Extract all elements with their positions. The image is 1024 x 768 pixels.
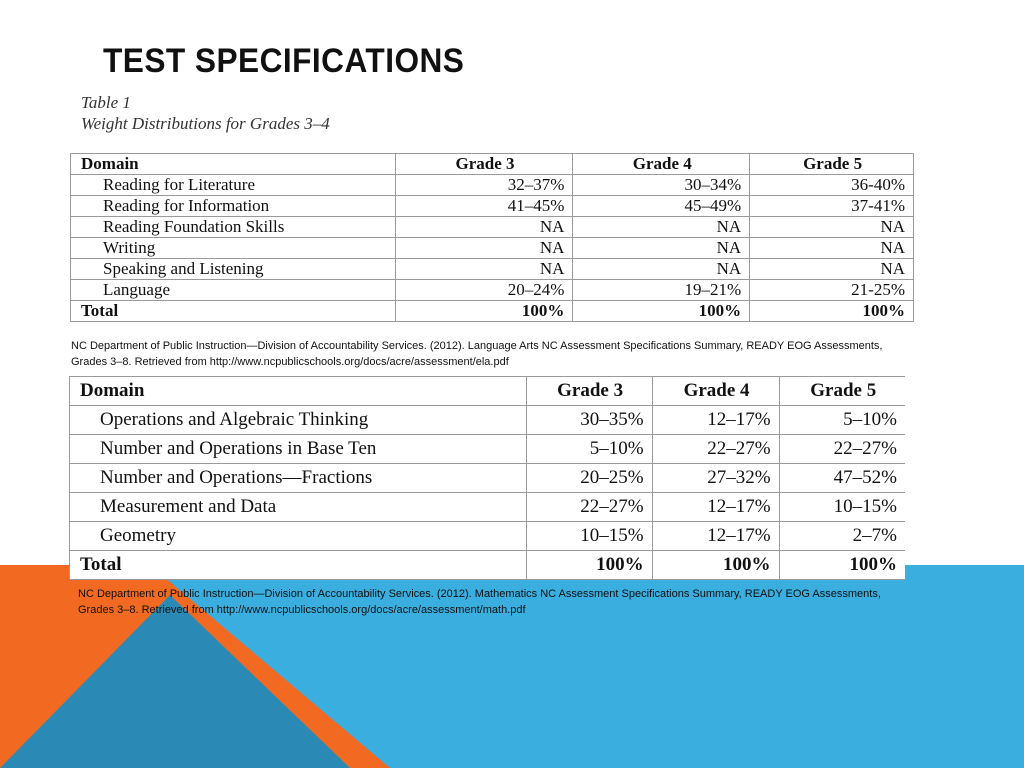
table-row xyxy=(71,217,914,238)
header-grade-3: Grade 3 xyxy=(526,377,652,406)
domain-cell: Number and Operations in Base Ten xyxy=(70,435,527,464)
total-grade-4: 100% xyxy=(573,301,750,322)
total-grade-4: 100% xyxy=(652,551,779,580)
ela-weight-table xyxy=(70,153,914,322)
grade-4-cell: 30–34% xyxy=(573,175,750,196)
table-row xyxy=(70,493,906,522)
grade-5-cell: NA xyxy=(750,259,914,280)
grade-3-cell: 41–45% xyxy=(395,196,573,217)
total-grade-3: 100% xyxy=(395,301,573,322)
table-row xyxy=(70,464,906,493)
grade-5-cell: 22–27% xyxy=(779,435,905,464)
grade-3-cell: 32–37% xyxy=(395,175,573,196)
total-label: Total xyxy=(70,551,527,580)
math-citation: NC Department of Public Instruction—Division of Accountability Services. (2012). Mathematics NC Assessment Specifications Summary, READY EOG Assessments, Grades 3–8. Retrieved from http://www.ncpublicschools.org/docs/acre/assessment/math.pdf xyxy=(78,588,881,616)
grade-5-cell: 5–10% xyxy=(779,406,905,435)
grade-3-cell: 20–24% xyxy=(395,280,573,301)
table-row xyxy=(71,238,914,259)
ela-citation: NC Department of Public Instruction—Division of Accountability Services. (2012). Language Arts NC Assessment Specifications Summary, READY EOG Assessments, Grades 3–8. Retrieved from http://www.ncpublicschools.org/docs/acre/assessment/ela.pdf xyxy=(71,340,883,368)
grade-3-cell: 5–10% xyxy=(526,435,652,464)
total-row xyxy=(71,301,914,322)
grade-5-cell: NA xyxy=(750,238,914,259)
grade-5-cell: 37-41% xyxy=(750,196,914,217)
header-grade-4: Grade 4 xyxy=(573,154,750,175)
domain-cell: Operations and Algebraic Thinking xyxy=(70,406,527,435)
table-row xyxy=(71,259,914,280)
grade-5-cell: 2–7% xyxy=(779,522,905,551)
header-grade-3: Grade 3 xyxy=(395,154,573,175)
page-title: TEST SPECIFICATIONS xyxy=(103,42,465,80)
grade-3-cell: 10–15% xyxy=(526,522,652,551)
domain-cell: Reading for Information xyxy=(71,196,396,217)
grade-3-cell: NA xyxy=(395,238,573,259)
domain-cell: Measurement and Data xyxy=(70,493,527,522)
caption-line-1: Table 1 xyxy=(81,93,131,112)
domain-cell: Speaking and Listening xyxy=(71,259,396,280)
domain-cell: Number and Operations—Fractions xyxy=(70,464,527,493)
header-domain: Domain xyxy=(71,154,396,175)
grade-3-cell: NA xyxy=(395,259,573,280)
total-grade-5: 100% xyxy=(779,551,905,580)
domain-cell: Language xyxy=(71,280,396,301)
table-row xyxy=(71,196,914,217)
domain-cell: Writing xyxy=(71,238,396,259)
math-weight-table xyxy=(69,376,905,580)
grade-3-cell: 20–25% xyxy=(526,464,652,493)
domain-cell: Geometry xyxy=(70,522,527,551)
caption-line-2: Weight Distributions for Grades 3–4 xyxy=(81,114,330,133)
total-grade-3: 100% xyxy=(526,551,652,580)
table-row xyxy=(71,175,914,196)
header-grade-5: Grade 5 xyxy=(779,377,905,406)
header-domain: Domain xyxy=(70,377,527,406)
grade-4-cell: 12–17% xyxy=(652,493,779,522)
total-grade-5: 100% xyxy=(750,301,914,322)
grade-4-cell: NA xyxy=(573,217,750,238)
total-label: Total xyxy=(71,301,396,322)
grade-4-cell: 22–27% xyxy=(652,435,779,464)
table-header-row xyxy=(71,154,914,175)
table-row xyxy=(70,522,906,551)
grade-5-cell: 36-40% xyxy=(750,175,914,196)
grade-5-cell: 21-25% xyxy=(750,280,914,301)
table-row xyxy=(70,406,906,435)
grade-5-cell: NA xyxy=(750,217,914,238)
table-row xyxy=(71,280,914,301)
grade-5-cell: 47–52% xyxy=(779,464,905,493)
grade-5-cell: 10–15% xyxy=(779,493,905,522)
domain-cell: Reading for Literature xyxy=(71,175,396,196)
table-header-row xyxy=(70,377,906,406)
grade-3-cell: NA xyxy=(395,217,573,238)
grade-4-cell: 12–17% xyxy=(652,522,779,551)
total-row xyxy=(70,551,906,580)
grade-3-cell: 22–27% xyxy=(526,493,652,522)
grade-4-cell: 12–17% xyxy=(652,406,779,435)
grade-4-cell: 27–32% xyxy=(652,464,779,493)
grade-4-cell: 19–21% xyxy=(573,280,750,301)
domain-cell: Reading Foundation Skills xyxy=(71,217,396,238)
header-grade-4: Grade 4 xyxy=(652,377,779,406)
grade-4-cell: 45–49% xyxy=(573,196,750,217)
grade-3-cell: 30–35% xyxy=(526,406,652,435)
header-grade-5: Grade 5 xyxy=(750,154,914,175)
grade-4-cell: NA xyxy=(573,259,750,280)
grade-4-cell: NA xyxy=(573,238,750,259)
table-row xyxy=(70,435,906,464)
ela-table-caption xyxy=(81,92,330,134)
